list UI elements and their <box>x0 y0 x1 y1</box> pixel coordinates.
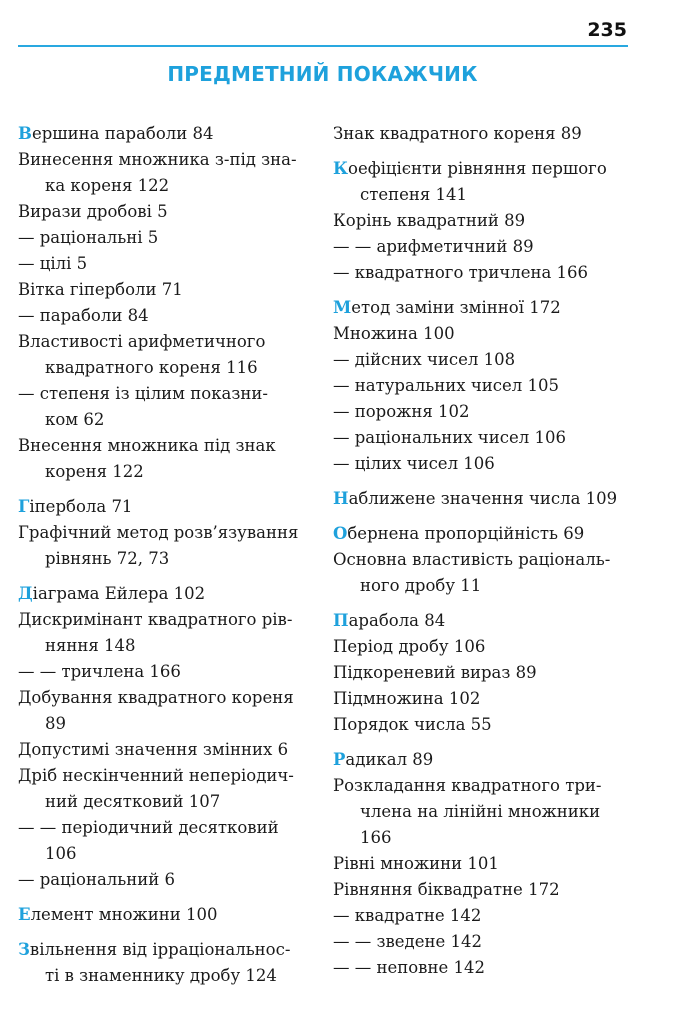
index-entry-line <box>18 659 314 685</box>
index-entry-text: — порожня 102 <box>333 402 470 421</box>
index-entry-line <box>333 234 633 260</box>
index-entry-line <box>18 937 314 963</box>
index-group <box>18 902 314 928</box>
index-entry-text: Дискримінант квадратного рів- <box>18 610 293 629</box>
index-entry-line <box>333 182 633 208</box>
index-entry-line <box>18 381 314 407</box>
index-entry-line <box>18 789 314 815</box>
index-entry-line <box>18 494 314 520</box>
index-entry-text: — дійсних чисел 108 <box>333 350 516 369</box>
index-entry-line <box>18 520 314 546</box>
index-entry-line <box>18 173 314 199</box>
index-entry-text: Корінь квадратний 89 <box>333 211 526 230</box>
index-entry-text: Добування квадратного кореня <box>18 688 294 707</box>
index-entry-text: рівнянь 72, 73 <box>45 549 170 568</box>
index-group <box>333 486 633 512</box>
index-column-left <box>18 121 314 998</box>
index-entry-line <box>18 199 314 225</box>
section-initial-letter: Р <box>333 750 346 769</box>
index-entry-line <box>333 660 633 686</box>
index-entry-text: Вітка гіперболи 71 <box>18 280 183 299</box>
index-entry-text: — — тричлена 166 <box>18 662 181 681</box>
index-group <box>18 937 314 989</box>
index-entry-text: іпербола 71 <box>29 497 133 516</box>
index-entry-text: оефіцієнти рівняння першого <box>348 159 607 178</box>
index-entry-text: іаграма Ейлера 102 <box>32 584 206 603</box>
index-entry-text: кореня 122 <box>45 462 144 481</box>
section-initial-letter: П <box>333 611 349 630</box>
index-entry-text: ний десятковий 107 <box>45 792 221 811</box>
index-column-right <box>333 121 633 990</box>
index-entry-text: Внесення множника під знак <box>18 436 276 455</box>
index-entry-line <box>333 799 633 825</box>
index-entry-text: ком 62 <box>45 410 105 429</box>
index-entry-text: Множина 100 <box>333 324 455 343</box>
index-entry-text: Графічний метод розв’язування <box>18 523 299 542</box>
index-entry-line <box>333 686 633 712</box>
index-entry-line <box>18 763 314 789</box>
index-entry-line <box>333 929 633 955</box>
index-entry-text: члена на лінійні множники <box>360 802 601 821</box>
index-entry-text: арабола 84 <box>348 611 446 630</box>
index-entry-line <box>18 225 314 251</box>
index-group <box>333 747 633 981</box>
index-entry-line <box>333 486 633 512</box>
index-entry-text: адикал 89 <box>345 750 434 769</box>
index-entry-text: — — періодичний десятковий <box>18 818 279 837</box>
index-entry-line <box>333 712 633 738</box>
index-entry-text: Допустимі значення змінних 6 <box>18 740 289 759</box>
index-entry-text: етод заміни змінної 172 <box>351 298 561 317</box>
index-entry-line <box>18 737 314 763</box>
index-entry-line <box>18 459 314 485</box>
index-entry-text: — раціональний 6 <box>18 870 175 889</box>
index-entry-text: — цілих чисел 106 <box>333 454 495 473</box>
index-entry-text: ті в знаменнику дробу 124 <box>45 966 277 985</box>
index-entry-line <box>333 347 633 373</box>
index-entry-line <box>18 711 314 737</box>
index-entry-text: Період дробу 106 <box>333 637 486 656</box>
section-initial-letter: В <box>18 124 32 143</box>
index-entry-text: Вирази дробові 5 <box>18 202 168 221</box>
index-group <box>333 156 633 286</box>
index-entry-line <box>18 546 314 572</box>
index-entry-text: — квадратне 142 <box>333 906 482 925</box>
index-entry-text: — квадратного тричлена 166 <box>333 263 589 282</box>
index-entry-line <box>333 260 633 286</box>
index-entry-line <box>333 955 633 981</box>
index-entry-line <box>18 633 314 659</box>
index-entry-text: 166 <box>360 828 392 847</box>
section-initial-letter: К <box>333 159 349 178</box>
index-entry-text: няння 148 <box>45 636 136 655</box>
index-entry-line <box>18 147 314 173</box>
index-entry-text: Властивості арифметичного <box>18 332 266 351</box>
index-entry-text: Винесення множника з-під зна- <box>18 150 297 169</box>
index-entry-text: — параболи 84 <box>18 306 149 325</box>
section-initial-letter: М <box>333 298 352 317</box>
section-initial-letter: Г <box>18 497 30 516</box>
index-entry-text: лемент множини 100 <box>30 905 218 924</box>
index-group <box>18 581 314 893</box>
index-entry-line <box>18 329 314 355</box>
index-entry-text: — раціональних чисел 106 <box>333 428 566 447</box>
index-entry-text: квадратного кореня 116 <box>45 358 258 377</box>
index-entry-text: — натуральних чисел 105 <box>333 376 559 395</box>
index-entry-text: 89 <box>45 714 66 733</box>
index-entry-text: — степеня із цілим показни- <box>18 384 268 403</box>
index-entry-line <box>333 156 633 182</box>
index-entry-line <box>18 121 314 147</box>
index-entry-line <box>333 373 633 399</box>
index-entry-line <box>18 902 314 928</box>
index-entry-line <box>18 355 314 381</box>
index-entry-line <box>333 825 633 851</box>
section-initial-letter: З <box>18 940 30 959</box>
index-entry-line <box>333 208 633 234</box>
index-group <box>333 121 633 147</box>
index-entry-text: Основна властивість раціональ- <box>333 550 611 569</box>
index-entry-text: — — неповне 142 <box>333 958 485 977</box>
page-title: ПРЕДМЕТНИЙ ПОКАЖЧИК <box>167 62 478 86</box>
index-entry-text: — — арифметичний 89 <box>333 237 534 256</box>
index-entry-line <box>333 877 633 903</box>
index-entry-text: ершина параболи 84 <box>31 124 214 143</box>
index-entry-line <box>18 607 314 633</box>
index-entry-line <box>333 573 633 599</box>
index-group <box>333 521 633 599</box>
index-entry-line <box>333 295 633 321</box>
index-entry-line <box>333 547 633 573</box>
index-entry-line <box>333 747 633 773</box>
index-entry-line <box>18 303 314 329</box>
index-group <box>333 608 633 738</box>
section-initial-letter: Е <box>18 905 31 924</box>
index-entry-text: степеня 141 <box>360 185 468 204</box>
index-entry-text: — цілі 5 <box>18 254 88 273</box>
index-entry-line <box>18 277 314 303</box>
index-entry-text: ка кореня 122 <box>45 176 170 195</box>
index-entry-text: Рівні множини 101 <box>333 854 499 873</box>
index-entry-line <box>333 451 633 477</box>
index-entry-line <box>333 773 633 799</box>
index-entry-line <box>333 121 633 147</box>
index-entry-line <box>18 407 314 433</box>
index-entry-line <box>18 963 314 989</box>
page-number: 235 <box>587 19 627 41</box>
index-entry-text: ного дробу 11 <box>360 576 482 595</box>
index-entry-text: — раціональні 5 <box>18 228 159 247</box>
index-entry-line <box>333 521 633 547</box>
section-initial-letter: О <box>333 524 348 543</box>
index-entry-line <box>333 425 633 451</box>
index-entry-text: Порядок числа 55 <box>333 715 492 734</box>
section-initial-letter: Н <box>333 489 349 508</box>
index-entry-text: вільнення від ірраціональнос- <box>29 940 291 959</box>
index-entry-line <box>18 841 314 867</box>
index-entry-text: Розкладання квадратного три- <box>333 776 602 795</box>
index-entry-line <box>333 608 633 634</box>
index-entry-line <box>18 433 314 459</box>
index-entry-line <box>18 867 314 893</box>
index-entry-text: — — зведене 142 <box>333 932 482 951</box>
index-entry-line <box>333 321 633 347</box>
index-entry-text: 106 <box>45 844 77 863</box>
section-initial-letter: Д <box>18 584 33 603</box>
index-entry-text: бернена пропорційність 69 <box>347 524 585 543</box>
index-entry-line <box>18 685 314 711</box>
index-entry-line <box>18 251 314 277</box>
index-entry-text: Підкореневий вираз 89 <box>333 663 537 682</box>
index-group <box>18 494 314 572</box>
index-entry-line <box>333 399 633 425</box>
index-entry-line <box>333 851 633 877</box>
index-entry-line <box>333 634 633 660</box>
header-rule <box>18 45 628 47</box>
index-entry-text: Знак квадратного кореня 89 <box>333 124 582 143</box>
index-entry-text: Дріб нескінченний неперіодич- <box>18 766 294 785</box>
index-entry-line <box>333 903 633 929</box>
index-entry-line <box>18 581 314 607</box>
index-group <box>333 295 633 477</box>
index-entry-text: аближене значення числа 109 <box>348 489 618 508</box>
index-entry-text: Підмножина 102 <box>333 689 481 708</box>
index-entry-text: Рівняння біквадратне 172 <box>333 880 560 899</box>
index-group <box>18 121 314 485</box>
index-entry-line <box>18 815 314 841</box>
